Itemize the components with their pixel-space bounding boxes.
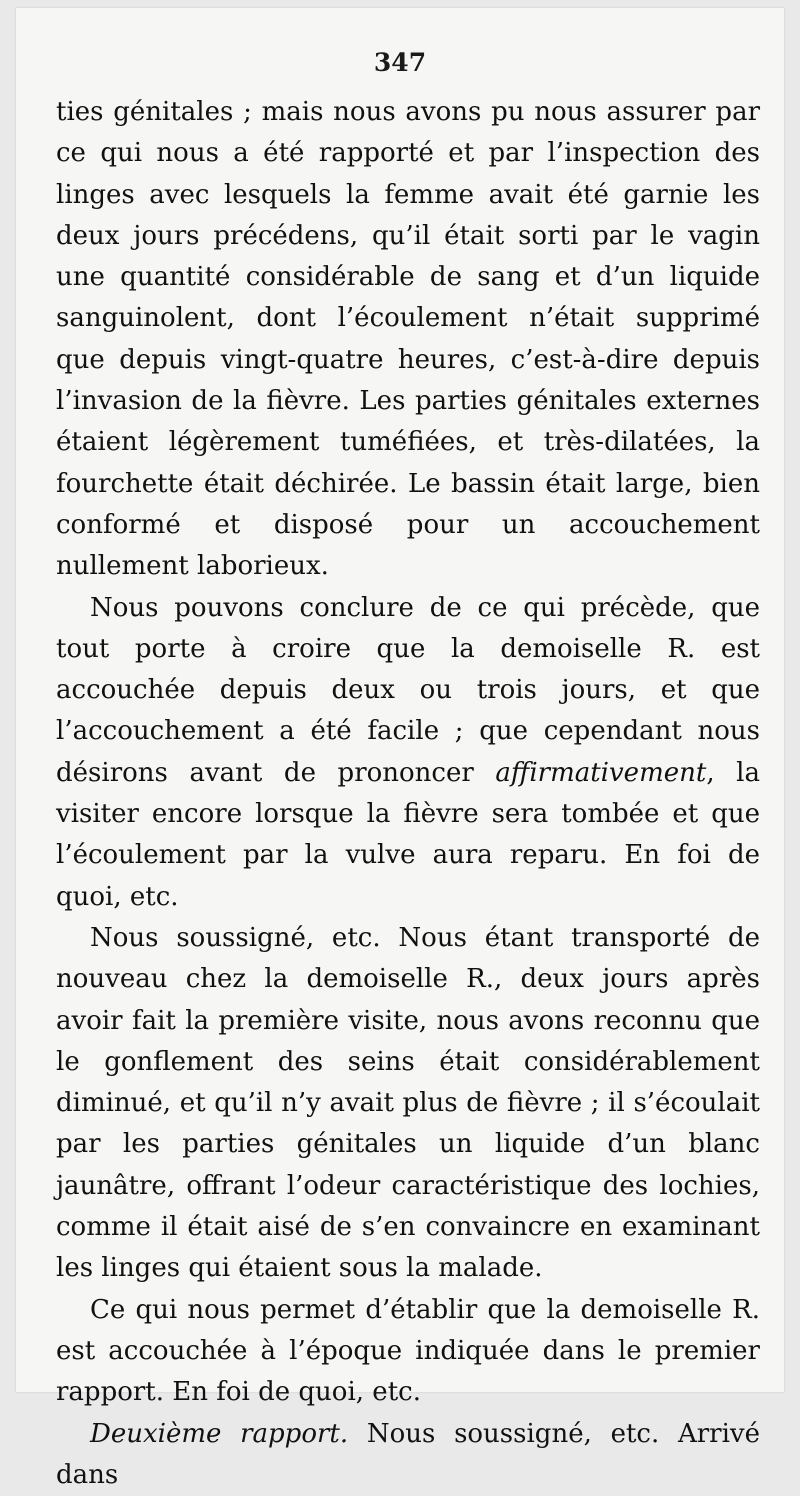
body-text — [56, 92, 760, 1496]
paragraph-text: Nous soussigné, etc. Nous étant transporté de nouveau chez la demoiselle R., deux jours après avoir fait la première visite, nous avons reconnu que le gonflement des seins était considérablement diminué, et qu’il n’y avait plus de fièvre ; il s’écoulait par les parties génitales un liquide d’un blanc jaunâtre, offrant l’odeur caractéristique des lochies, comme il était aisé de s’en convaincre en examinant les linges qui étaient sous la malade. — [56, 923, 760, 1283]
paragraph-2 — [56, 588, 760, 918]
paragraph-text: ties génitales ; mais nous avons pu nous assurer par ce qui nous a été rapporté et par l’inspection des linges avec lesquels la femme avait été garnie les deux jours précédens, qu’il était sorti par le vagin une quantité considérable de sang et d’un liquide sanguinolent, dont l’écoulement n’était supprimé que depuis vingt-quatre heures, c’est-à-dire depuis l’invasion de la fièvre. Les parties génitales externes étaient légèrement tuméfiées, et très-dilatées, la fourchette était déchirée. Le bassin était large, bien conformé et disposé pour un accouchement nullement laborieux. — [56, 97, 760, 581]
paragraph-5 — [56, 1414, 760, 1496]
paragraph-text: Ce qui nous permet d’établir que la demoiselle R. est accouchée à l’époque indiquée dans le premier rapport. En foi de quoi, etc. — [56, 1295, 760, 1408]
section-heading-inline: Deuxième rapport. — [90, 1419, 348, 1449]
paragraph-3 — [56, 918, 760, 1290]
emphasized-word: affirmativement — [495, 758, 706, 788]
paragraph-1 — [56, 92, 760, 588]
paragraph-text: Nous pouvons conclure de ce qui précède, que tout porte à croire que la demoiselle R. est accouchée depuis deux ou trois jours, et que l’accouchement a été facile ; que cependant nous désirons avant de prononcer — [56, 593, 760, 788]
page-number: 347 — [16, 48, 784, 77]
paragraph-text: , la visiter encore lorsque la fièvre sera tombée et que l’écoulement par la vulve aura reparu. En foi de quoi, etc. — [56, 758, 760, 912]
paragraph-text: Nous soussigné, etc. Arrivé dans — [56, 1419, 760, 1490]
paragraph-4 — [56, 1290, 760, 1414]
book-page — [16, 8, 784, 1392]
